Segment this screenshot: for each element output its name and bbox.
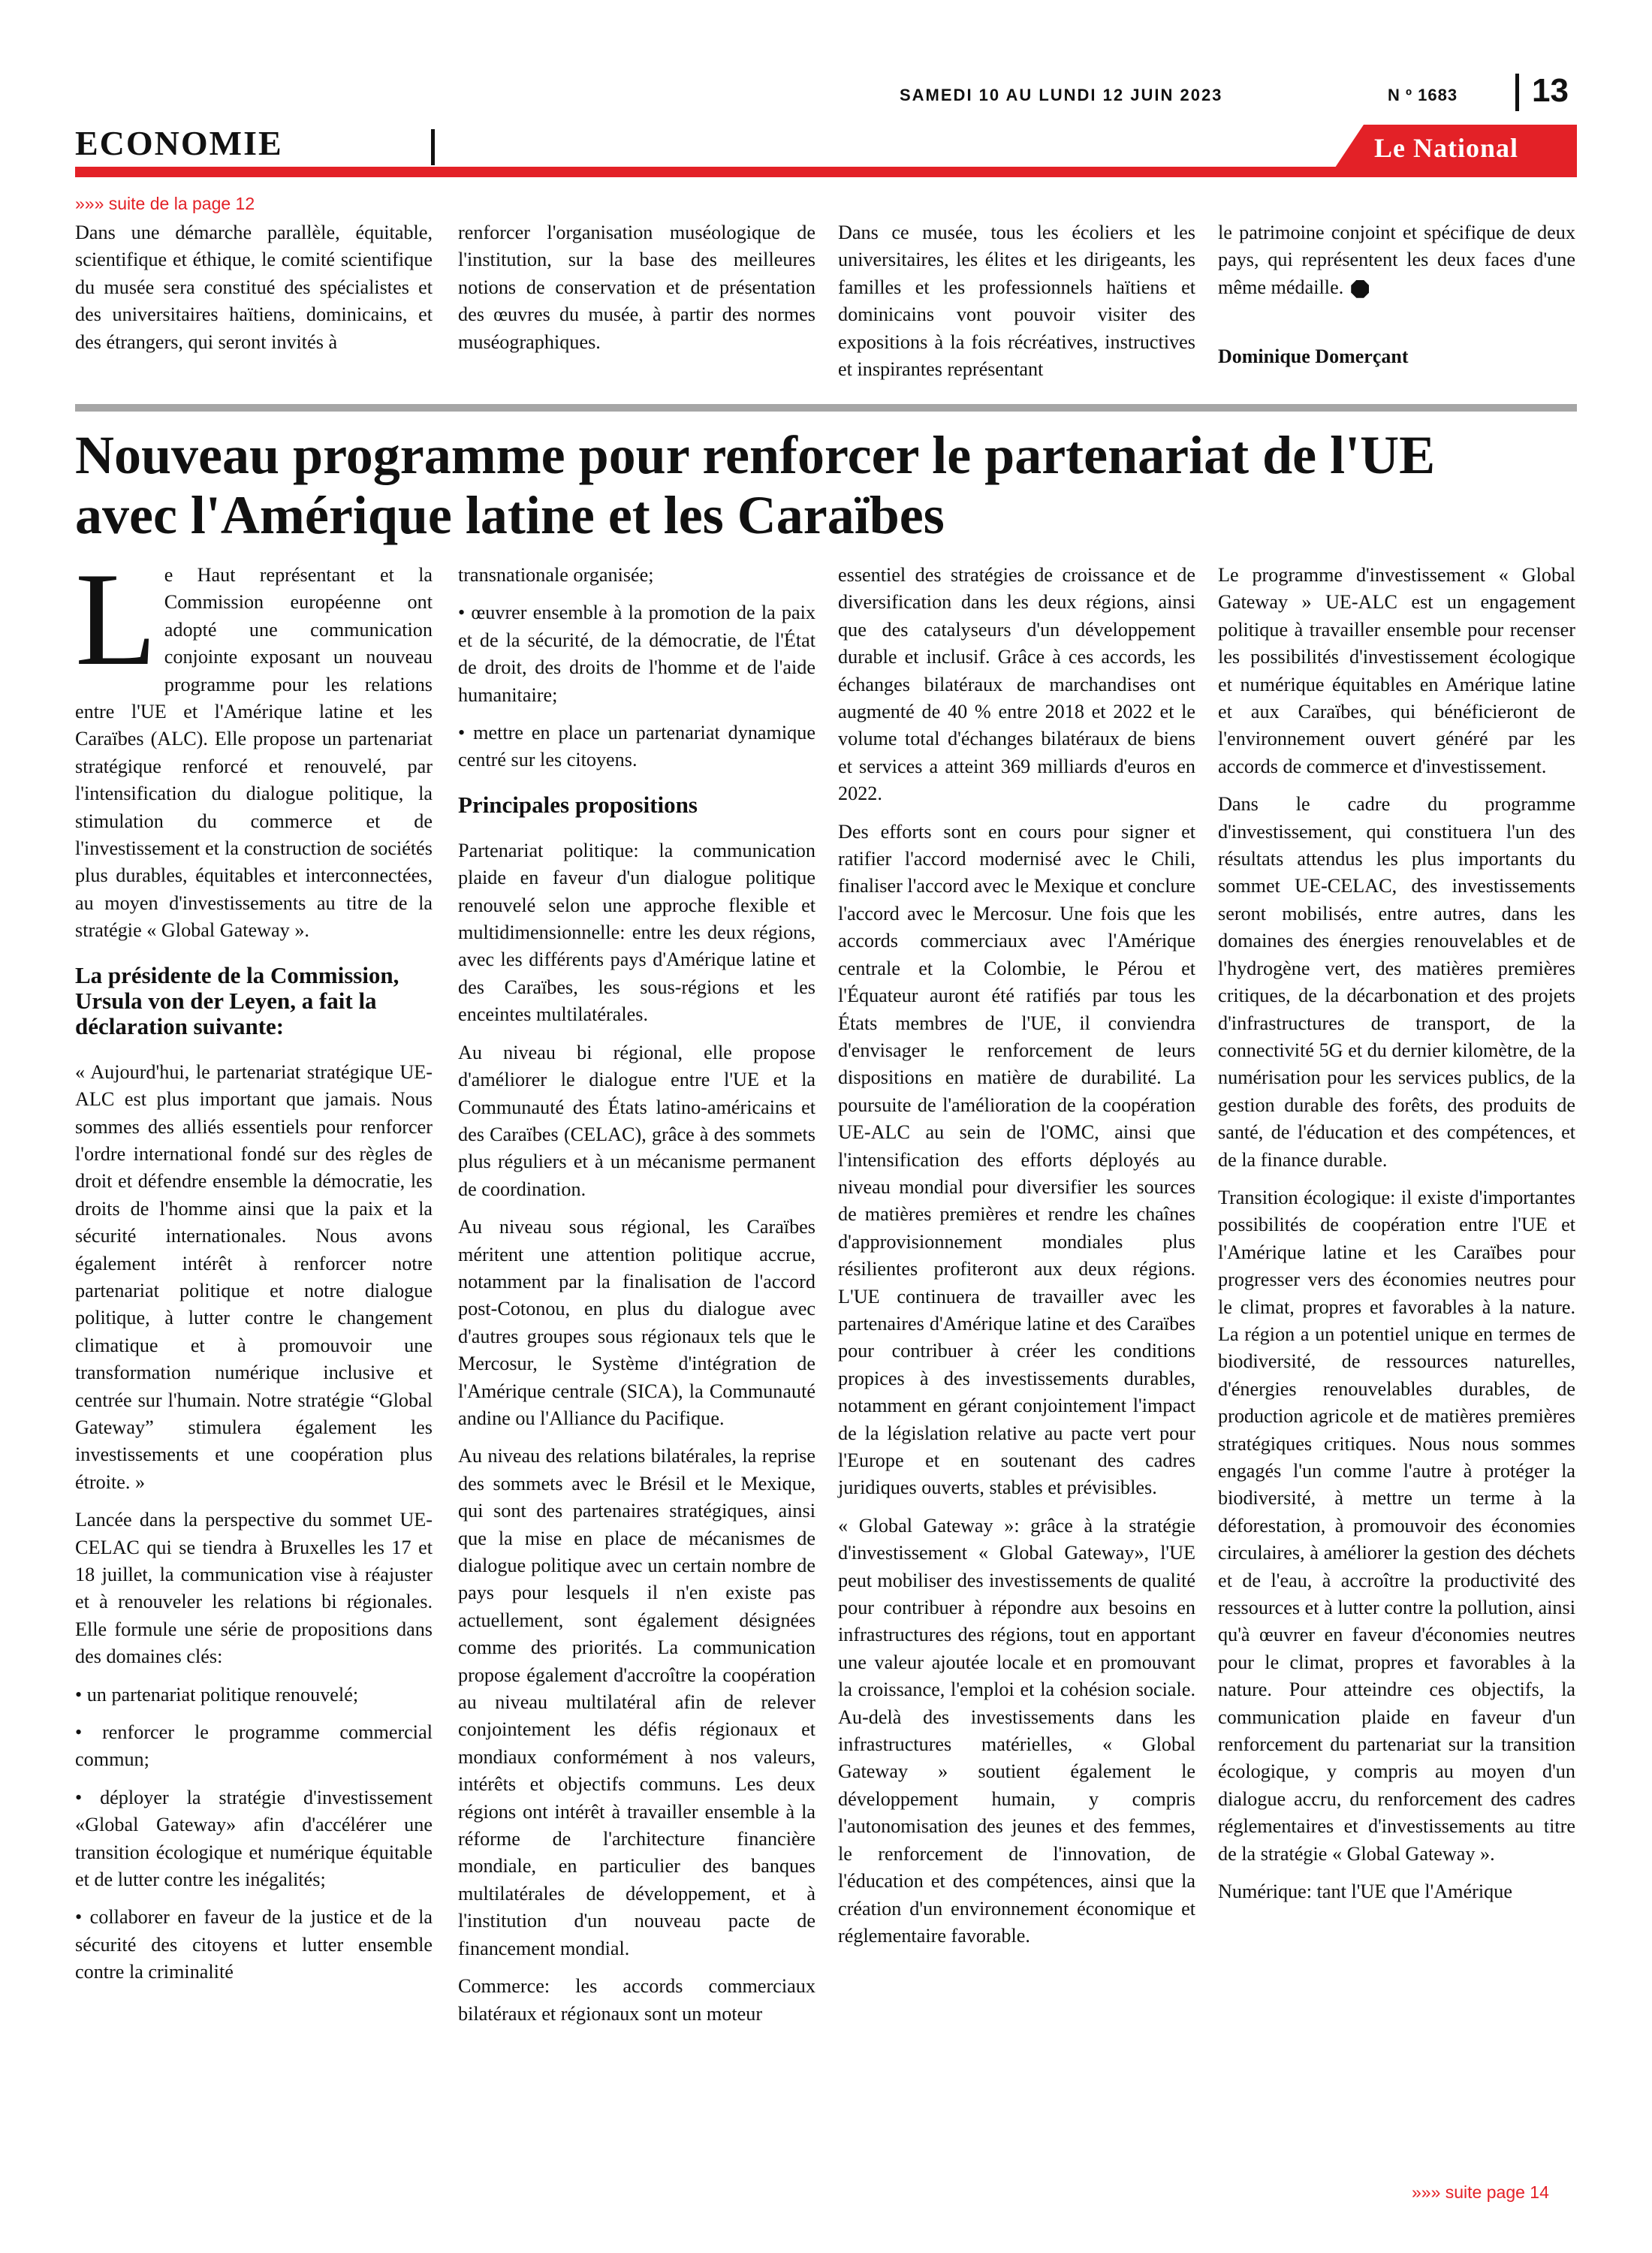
bullet-item: • renforcer le programme commercial commun; [75, 1721, 433, 1771]
bullet-item: • collaborer en faveur de la justice et de la sécurité des citoyens et lutter ensemble contre la criminalité [75, 1906, 433, 1983]
paragraph: Au niveau sous régional, les Caraïbes méritent une attention politique accrue, notamment par la finalisation de l'accord post-Cotonou, en plus du dialogue avec d'autres groupes sous régionaux tels que le Mercosur, le Système d'intégration de l'Amérique centrale (SICA), la Communauté andine ou l'Alliance du Pacifique. [458, 1216, 815, 1429]
end-mark-icon [1351, 280, 1369, 298]
paragraph: Partenariat politique: la communication plaide en faveur d'un dialogue politique renouvelé selon une approche flexible et multidimensionnelle: entre les deux régions, avec les différents pays d'Amérique latine et des Caraïbes, les sous-régions et les enceintes multilatérales. [458, 839, 815, 1026]
paragraph: Au niveau des relations bilatérales, la reprise des sommets avec le Brésil et le Mexique, qui sont des partenaires stratégiques, ainsi que la mise en place de mécanismes de dialogue politique avec un certain nombre de pays pour lesquels il n'en existe pas actuellement, sont également désignées comme des priorités. La communication propose également d'accroître la coopération au niveau multilatéral afin de relever conjointement les défis régionaux et mondiaux conformément à nos valeurs, intérêts et objectifs communs. Les deux régions ont intérêt à travailler ensemble à la réforme de l'architecture financière mondiale, en particulier des banques multilatérales de développement, et à l'institution d'un nouveau pacte de financement mondial. [458, 1445, 815, 1959]
paragraph: Dans le cadre du programme d'investissement, qui constituera l'un des résultats attendus les plus importants du sommet UE-CELAC, des investissements seront mobilisés, entre autres, dans les domaines des énergies renouvelables et de l'hydrogène vert, des matières premières critiques, de la décarbonation et des projets d'infrastructures de transport, de la connectivité 5G et du dernier kilomètre, de la numérisation pour les services publics, de la gestion durable des forêts, des produits de santé, de l'éducation et des compétences, et de la finance durable. [1218, 793, 1575, 1171]
bullet-item: • œuvrer ensemble à la promotion de la paix et de la sécurité, de la démocratie, de l'État de droit, des droits de l'homme et de l'aide humanitaire; [458, 602, 815, 706]
subheading: Principales propositions [458, 791, 698, 818]
section-title: ECONOMIE [75, 124, 283, 162]
author-signature: Dominique Domerçant [1218, 345, 1409, 368]
paragraph: Au niveau bi régional, elle propose d'améliorer le dialogue entre l'UE et la Communauté des États latino-américains et des Caraïbes (CELAC), grâce à des sommets plus réguliers et à un mécanisme permanent de coordination. [458, 1041, 815, 1200]
headline-line-2: avec l'Amérique latine et les Caraïbes [75, 485, 945, 545]
paragraph: Des efforts sont en cours pour signer et ratifier l'accord modernisé avec le Chili, finaliser l'accord avec le Mexique et conclure l'accord avec le Mercosur. Une fois que les accords commerciaux avec l'Amérique centrale et la Colombie, le Pérou et l'Équateur auront été ratifiés par tous les États membres de l'UE, il conviendra d'envisager le renforcement de leurs dispositions en matière de durabilité. La poursuite de l'amélioration de la coopération UE-ALC au sein de l'OMC, ainsi que l'intensification des efforts déployés au niveau mondial pour diversifier les sources de matières premières et rendre les chaînes d'approvisionnement mondiales plus résilientes profiteront aux deux régions. L'UE continuera de travailler avec les partenaires d'Amérique latine et des Caraïbes pour contribuer à créer les conditions propices à des investissements durables, notamment en gérant conjointement l'impact de la législation relative au pacte vert pour l'Europe et en soutenant des cadres juridiques ouverts, stables et prévisibles. [838, 820, 1195, 1499]
top-article-col-2 [458, 219, 815, 356]
bullet-item: • déployer la stratégie d'investissement «Global Gateway» afin d'accélérer une transition écologique et numérique équitable et de lutter contre les inégalités; [75, 1786, 433, 1891]
paragraph: Transition écologique: il existe d'importantes possibilités de coopération entre l'UE et l'Amérique latine et les Caraïbes pour progresser vers des économies neutres pour le climat, propres et favorables à la nature. La région a un potentiel unique en termes de biodiversité, de ressources naturelles, d'énergies renouvelables durables, de production agricole et de matières premières stratégiques critiques. Nous nous sommes engagés l'un comme l'autre à protéger la biodiversité, à mettre un terme à la déforestation, à promouvoir des économies circulaires, à améliorer la gestion des déchets et de l'eau, à accroître la productivité des ressources et à lutter contre la pollution, ainsi qu'à œuvrer en faveur d'économies neutres pour le climat, propres et favorables à la nature. Pour atteindre ces objectifs, la communication plaide en faveur d'un renforcement du partenariat sur la transition écologique, y compris au moyen d'un dialogue accru, du renforcement des cadres réglementaires et d'investissements au titre de la stratégie « Global Gateway ». [1218, 1186, 1575, 1865]
paragraph: « Global Gateway »: grâce à la stratégie d'investissement « Global Gateway», l'UE peut mobiliser des investissements de qualité pour contribuer à répondre aux besoins en infrastructures des régions, tout en apportant une valeur ajoutée locale et en promouvant la croissance, l'emploi et la cohésion sociale. Au-delà des investissements dans les infrastructures matérielles, « Global Gateway » soutient également le développement humain, y compris l'autonomisation des jeunes et des femmes, le renforcement de l'innovation, de l'éducation et des compétences, ainsi que la création d'un environnement économique et réglementaire favorable. [838, 1514, 1195, 1947]
main-article-col-3 [838, 562, 1195, 1960]
issue-number: N º 1683 [1388, 86, 1458, 104]
paragraph: Numérique: tant l'UE que l'Amérique [1218, 1881, 1512, 1903]
paragraph: Le programme d'investissement « Global Gateway » UE-ALC est un engagement politique à travailler ensemble pour recenser les possibilités d'investissement écologique et numérique équitables en Amérique latine et aux Caraïbes, qui bénéficieront de l'environnement ouvert généré par les accords de commerce et d'investissement. [1218, 564, 1575, 777]
intro-text: e Haut représentant et la Commission européenne ont adopté une communication conjointe exposant un nouveau programme pour les relations entre l'UE et l'Amérique latine et les Caraïbes (ALC). Elle propose un partenariat stratégique renforcé et renouvelé, par l'intensification du dialogue politique, la stimulation du commerce et de l'investissement et la construction de sociétés plus durables, équitables et interconnectées, au moyen d'investissements au titre de la stratégie « Global Gateway ». [75, 564, 433, 942]
paragraph: Commerce: les accords commerciaux bilatéraux et régionaux sont un moteur [458, 1975, 815, 2025]
top-article-col-4 [1218, 219, 1575, 371]
headline [75, 425, 1584, 545]
bullet-item: • mettre en place un partenariat dynamique centré sur les citoyens. [458, 722, 815, 771]
top-article-col-3 [838, 219, 1195, 383]
drop-cap: L [75, 544, 157, 693]
quote-paragraph: « Aujourd'hui, le partenariat stratégique UE-ALC est plus important que jamais. Nous sommes des alliés essentiels pour renforcer l'ordre international fondé sur des règles de droit et défendre ensemble la démocratie, les droits de l'homme ainsi que la paix et la sécurité internationales. Nous avons également intérêt à renforcer notre partenariat politique et notre dialogue politique, à lutter contre le changement climatique et à promouvoir une transformation numérique inclusive et centrée sur l'humain. Notre stratégie “Global Gateway” stimulera également les investissements et une coopération plus étroite. » [75, 1060, 433, 1493]
paragraph [1218, 219, 1575, 301]
page-number: 13 [1532, 72, 1569, 109]
paragraph: Dans ce musée, tous les écoliers et les universitaires, les élites et les dirigeants, les familles et les professionnels haïtiens et dominicains vont pouvoir visiter des expositions à la fois récréatives, instructives et inspirantes représentant [838, 222, 1195, 381]
paragraph: transnationale organisée; [458, 564, 654, 586]
paragraph: essentiel des stratégies de croissance et de diversification dans les deux régions, ainsi que des catalyseurs d'un développement durable et inclusif. Grâce à ces accords, les échanges bilatéraux de marchandises ont augmenté de 40 % entre 2018 et 2022 et le volume total d'échanges bilatéraux de biens et services a atteint 369 milliards d'euros en 2022. [838, 564, 1195, 805]
paragraph-text: le patrimoine conjoint et spécifique de deux pays, qui représentent les deux faces d'une même médaille. [1218, 222, 1575, 298]
brand-name: Le National [1374, 133, 1519, 163]
main-article-col-4 [1218, 562, 1575, 1917]
issue-date: SAMEDI 10 AU LUNDI 12 JUIN 2023 [900, 86, 1223, 104]
continued-from-link[interactable]: »»» suite de la page 12 [75, 194, 255, 213]
subheading: La présidente de la Commission, Ursula von der Leyen, a fait la déclaration suivante: [75, 961, 399, 1039]
continued-to-link[interactable]: »»» suite page 14 [1412, 2182, 1549, 2202]
top-article-col-1 [75, 219, 433, 356]
section-divider [431, 129, 435, 165]
headline-line-1: Nouveau programme pour renforcer le partenariat de l'UE [75, 425, 1436, 485]
main-article-col-1 [75, 544, 433, 1997]
intro-paragraph [75, 544, 433, 945]
paragraph: Lancée dans la perspective du sommet UE-CELAC qui se tiendra à Bruxelles les 17 et 18 juillet, la communication vise à réajuster et à renouveler les relations bi régionales. Elle formule une série de propositions dans des domaines clés: [75, 1509, 433, 1668]
paragraph: renforcer l'organisation muséologique de l'institution, sur la base des meilleures notions de conservation et de présentation des œuvres du musée, à partir des normes muséographiques. [458, 222, 815, 353]
article-separator [75, 404, 1577, 412]
paragraph: Dans une démarche parallèle, équitable, scientifique et éthique, le comité scientifique du musée sera constitué des spécialistes et des universitaires haïtiens, dominicains, et des étrangers, qui seront invités à [75, 222, 433, 353]
bullet-item: • un partenariat politique renouvelé; [75, 1683, 359, 1706]
main-article-col-2 [458, 562, 815, 2038]
header-divider [1515, 74, 1519, 111]
